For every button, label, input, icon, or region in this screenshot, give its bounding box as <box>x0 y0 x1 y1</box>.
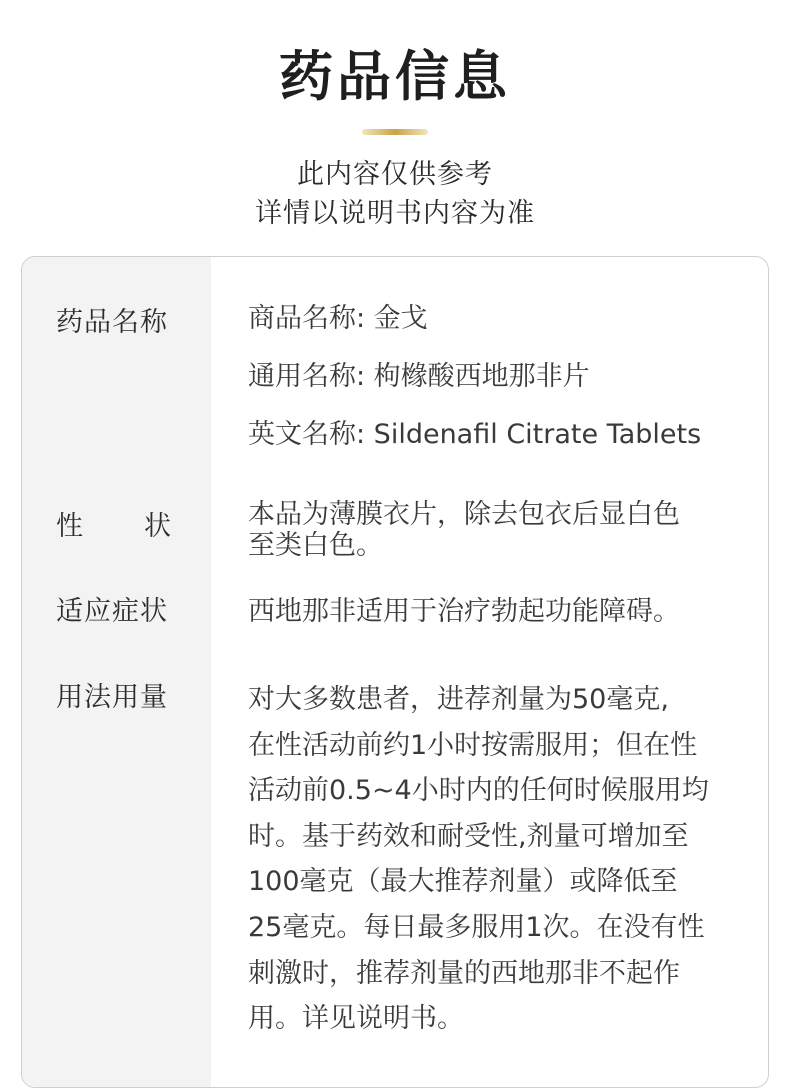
dosage-line: 活动前0.5~4小时内的任何时候服用均 <box>248 775 709 807</box>
generic-name: 通用名称: 枸橼酸西地那非片 <box>248 361 590 392</box>
dosage-line: 时。基于药效和耐受性,剂量可增加至 <box>248 820 689 852</box>
disclaimer-line-1: 此内容仅供参考 <box>297 159 493 190</box>
dosage-line: 在性活动前约1小时按需服用；但在性 <box>248 729 698 761</box>
drug-info-card <box>21 256 769 1088</box>
dosage-line: 100毫克（最大推荐剂量）或降低至 <box>248 866 678 898</box>
appearance-text <box>248 499 753 561</box>
dosage-line: 25毫克。每日最多服用1次。在没有性 <box>248 911 705 943</box>
dosage-text <box>248 677 753 1042</box>
page-title: 药品信息 <box>279 45 511 108</box>
disclaimer-line-2: 详情以说明书内容为准 <box>255 198 535 229</box>
appearance-line: 本品为薄膜衣片，除去包衣后显白色 <box>248 499 680 530</box>
dosage-line: 对大多数患者，进荐剂量为50毫克, <box>248 684 669 715</box>
appearance-label: 性 状 <box>56 511 172 542</box>
dosage-label: 用法用量 <box>56 682 168 713</box>
appearance-line: 至类白色。 <box>248 530 383 561</box>
trade-name: 商品名称: 金戈 <box>248 303 428 334</box>
dosage-line: 用。详见说明书。 <box>248 1003 464 1035</box>
indication-text: 西地那非适用于治疗勃起功能障碍。 <box>248 596 680 627</box>
english-name: 英文名称: Sildenafil Citrate Tablets <box>248 419 702 450</box>
indication-label: 适应症状 <box>56 596 168 627</box>
drug-name-label: 药品名称 <box>56 307 168 338</box>
dosage-line: 刺激时，推荐剂量的西地那非不起作 <box>248 957 680 989</box>
title-divider <box>362 129 428 135</box>
label-column <box>22 257 211 1087</box>
